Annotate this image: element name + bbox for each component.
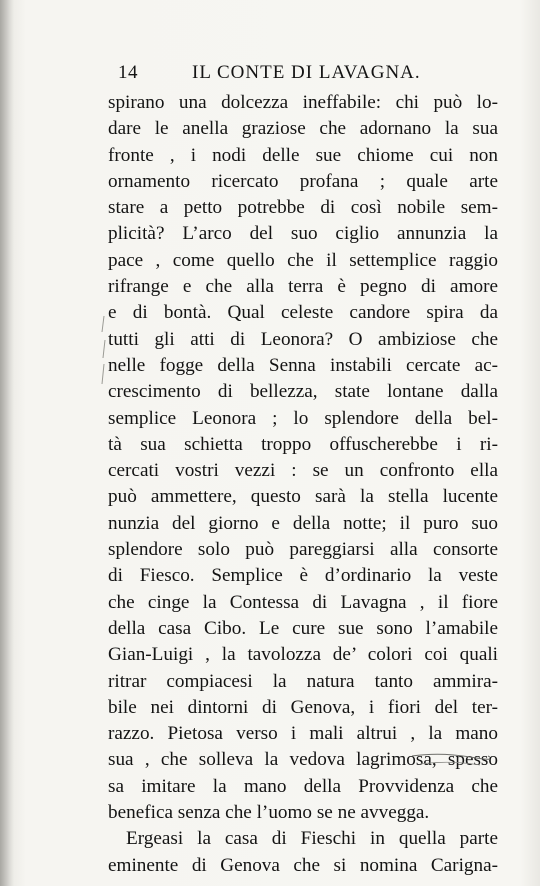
text-line: nelle fogge della Senna instabili cercate ac- (108, 354, 498, 376)
text-line: razzo. Pietosa verso i mali altrui , la mano (108, 723, 498, 745)
text-line: semplice Leonora ; lo splendore della bel- (108, 407, 498, 429)
catchword-flourish (410, 748, 490, 772)
text-line: tutti gli atti di Leonora? O ambiziose che (108, 328, 498, 350)
text-line: può ammettere, questo sarà la stella lucente (108, 486, 498, 508)
page-number: 14 (118, 62, 138, 83)
text-line: crescimento di bellezza, state lontane dalla (108, 381, 498, 403)
text-line: di Fiesco. Semplice è d’ordinario la veste (108, 565, 498, 587)
text-line: splendore solo può pareggiarsi alla consorte (108, 539, 498, 561)
text-line: sa imitare la mano della Provvidenza che (108, 775, 498, 797)
text-line: nunzia del giorno e della notte; il puro suo (108, 512, 498, 534)
gutter-shadow (0, 0, 14, 886)
text-line: spirano una dolcezza ineffabile: chi può lo- (108, 92, 498, 113)
running-title: IL CONTE DI LAVAGNA. (192, 62, 421, 83)
text-line: sua , che solleva la vedova lagrimosa, spesso (108, 749, 498, 771)
text-line: ornamento ricercato profana ; quale arte (108, 170, 498, 192)
text-line: che cinge la Contessa di Lavagna , il fiore (108, 591, 498, 613)
text-line: della casa Cibo. Le cure sue sono l’amabile (108, 617, 498, 639)
text-line: pace , come quello che il settemplice raggio (108, 249, 498, 271)
page-header (118, 62, 498, 92)
text-line: fronte , i nodi delle sue chiome cui non (108, 144, 498, 166)
text-line: Gian-Luigi , la tavolozza de’ colori coi quali (108, 644, 498, 666)
text-line: eminente di Genova che si nomina Carigna- (108, 854, 498, 876)
paragraph-end-line: benefica senza che l’uomo se ne avvegga. (108, 802, 430, 824)
text-line: e di bontà. Qual celeste candore spira da (108, 302, 498, 324)
paragraph-start-line: Ergeasi la casa di Fieschi in quella parte (126, 828, 498, 850)
text-line: tà sua schietta troppo offuscherebbe i ri- (108, 433, 498, 455)
text-line: rifrange e che alla terra è pegno di amore (108, 276, 498, 298)
text-line: bile nei dintorni di Genova, i fiori del ter- (108, 696, 498, 718)
text-line: stare a petto potrebbe di così nobile sem- (108, 197, 498, 219)
text-line: ritrar compiacesi la natura tanto ammira- (108, 670, 498, 692)
text-line: dare le anella graziose che adornano la sua (108, 118, 498, 140)
text-line: cercati vostri vezzi : se un confronto ella (108, 460, 498, 482)
text-line: plicità? L’arco del suo ciglio annunzia la (108, 223, 498, 245)
